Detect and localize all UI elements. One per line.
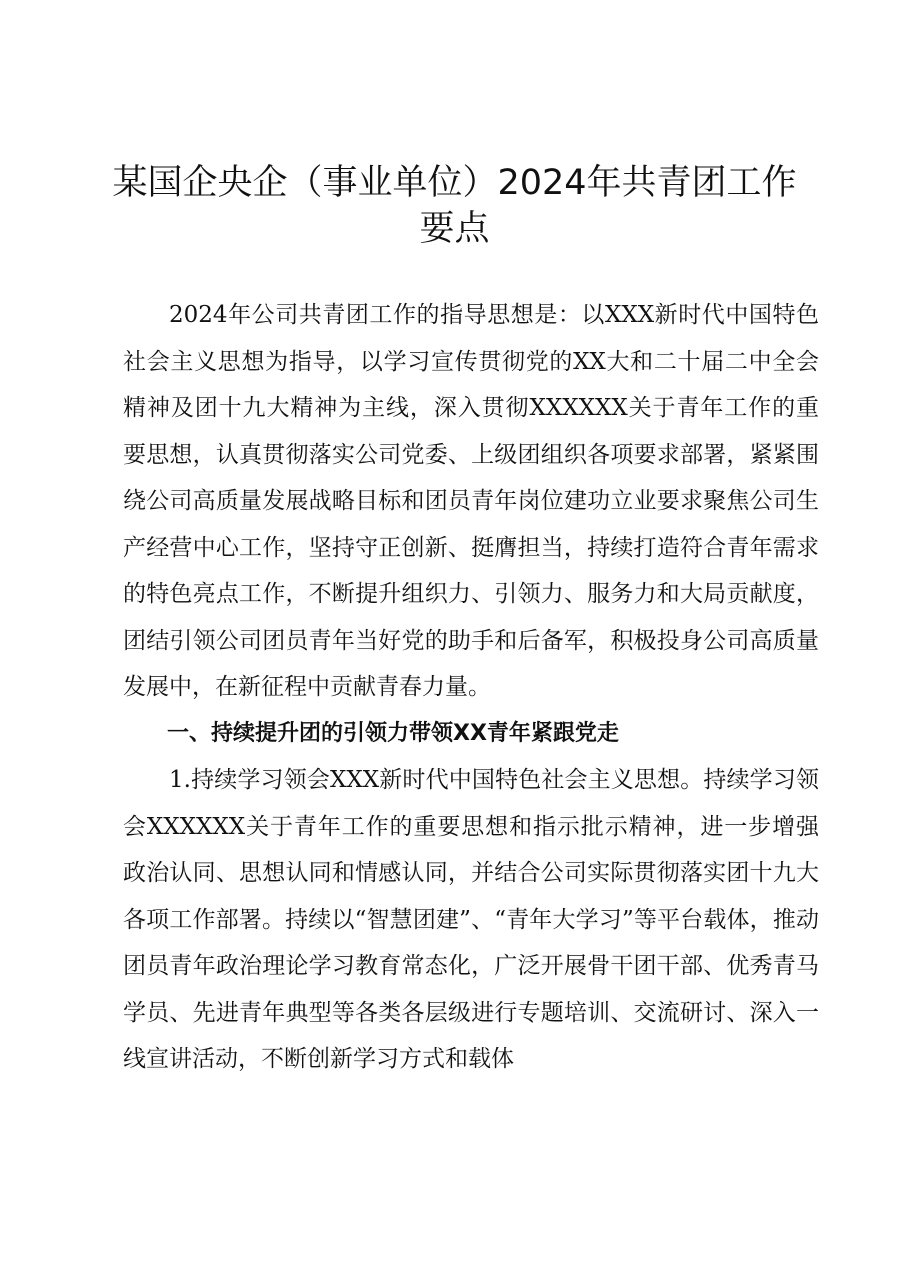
- paragraph-item-1: 1.持续学习领会XXX新时代中国特色社会主义思想。持续学习领会XXXXXX关于青年工作的重要思想和指示批示精神，进一步增强政治认同、思想认同和情感认同，并结合公司实际贯彻落实团十九大各项工作部署。持续以“智慧团建”、“青年大学习”等平台载体，推动团员青年政治理论学习教育常态化，广泛开展骨干团干部、优秀青马学员、先进青年典型等各类各层级进行专题培训、交流研讨、深入一线宣讲活动，不断创新学习方式和载体: [123, 767, 819, 1072]
- paragraph-guiding-ideology: 2024年公司共青团工作的指导思想是：以XXX新时代中国特色社会主义思想为指导，以学习宣传贯彻党的XX大和二十届二中全会精神及团十九大精神为主线，深入贯彻XXXXXX关于青年工作的重要思想，认真贯彻落实公司党委、上级团组织各项要求部署，紧紧围绕公司高质量发展战略目标和团员青年岗位建功立业要求聚焦公司生产经营中心工作，坚持守正创新、挺膺担当，持续打造符合青年需求的特色亮点工作，不断提升组织力、引领力、服务力和大局贡献度，团结引领公司团员青年当好党的助手和后备军，积极投身公司高质量发展中，在新征程中贡献青春力量。: [123, 302, 819, 700]
- section-heading-1: 一、持续提升团的引领力带领XX青年紧跟党走: [167, 720, 619, 746]
- document-title: 某国企央企（事业单位）2024年共青团工作要点: [112, 163, 797, 249]
- document-body: [123, 292, 819, 1083]
